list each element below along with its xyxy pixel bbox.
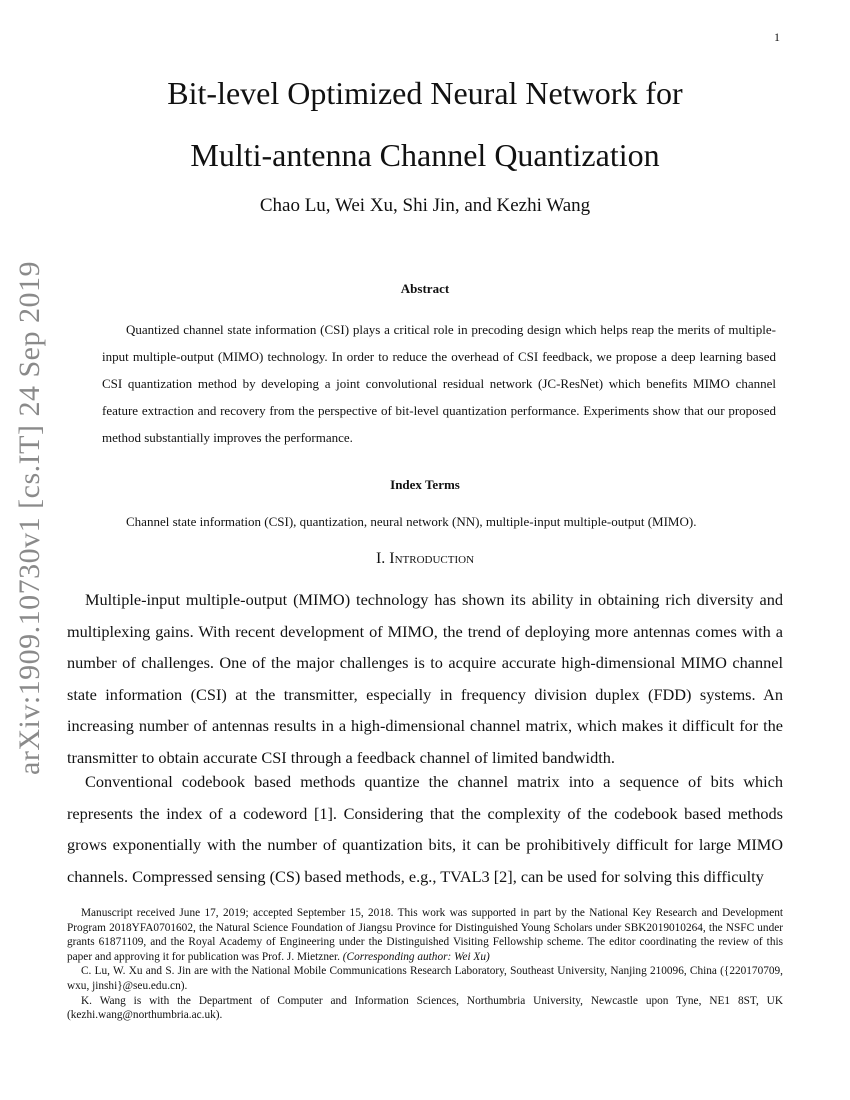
title-line-1: Bit-level Optimized Neural Network for — [167, 75, 683, 111]
section-numeral: I. — [375, 550, 386, 567]
footnote-manuscript — [67, 906, 783, 964]
index-terms-text: Channel state information (CSI), quantization, neural network (NN), multiple-input multiple-output (MIMO). — [126, 514, 697, 529]
arxiv-identifier: arXiv:1909.10730v1 [cs.IT] 24 Sep 2019 — [13, 261, 46, 775]
footnote-affiliation-1: C. Lu, W. Xu and S. Jin are with the National Mobile Communications Research Laboratory, Southeast University, Nanjing 210096, China ({220170709, wxu, jinshi}@seu.edu.cn). — [67, 965, 783, 992]
arxiv-stamp — [6, 261, 54, 775]
author-list: Chao Lu, Wei Xu, Shi Jin, and Kezhi Wang — [259, 195, 591, 216]
footnotes — [67, 906, 783, 1023]
section-title: Introduction — [389, 550, 475, 567]
paper-title — [0, 62, 850, 186]
abstract-heading: Abstract — [400, 281, 450, 296]
page-number: 1 — [774, 30, 780, 44]
abstract-text: Quantized channel state information (CSI) plays a critical role in precoding design which helps reap the merits of multiple-input multiple-output (MIMO) technology. In order to reduce the overhead of CSI feedback, we propose a deep learning based CSI quantization method by developing a joint convolutional residual network (JC-ResNet) which benefits MIMO channel feature extraction and recovery from the perspective of bit-level quantization performance. Experiments show that our proposed method substantially improves the performance. — [102, 322, 776, 445]
corresponding-author: (Corresponding author: Wei Xu) — [342, 950, 490, 963]
intro-paragraph-1: Multiple-input multiple-output (MIMO) technology has shown its ability in obtaining rich diversity and multiplexing gains. With recent development of MIMO, the trend of deploying more antennas comes with a number of challenges. One of the major challenges is to acquire accurate high-dimensional MIMO channel state information (CSI) at the transmitter, especially in frequency division duplex (FDD) systems. An increasing number of antennas results in a high-dimensional channel matrix, which makes it difficult for the transmitter to obtain accurate CSI through a feedback channel of limited bandwidth. — [67, 590, 783, 767]
footnote-manuscript-text: Manuscript received June 17, 2019; accepted September 15, 2018. This work was supported in part by the National Key Research and Development Program 2018YFA0701602, the Natural Science Foundation of Jiangsu Province for Distinguished Young Scholars under SBK2019010264, the NSFC under grants 61871109, and the Royal Academy of Engineering under the Distinguished Visiting Fellowship scheme. The editor coordinating the review of this paper and approving it for publication was Prof. J. Mietzner. — [67, 907, 783, 963]
footnote-affiliation-2: K. Wang is with the Department of Computer and Information Sciences, Northumbria University, Newcastle upon Tyne, NE1 8ST, UK (kezhi.wang@northumbria.ac.uk). — [67, 994, 783, 1022]
title-line-2: Multi-antenna Channel Quantization — [190, 137, 660, 173]
index-terms-heading: Index Terms — [390, 477, 460, 492]
section-heading-introduction — [0, 550, 850, 568]
intro-paragraph-2: Conventional codebook based methods quantize the channel matrix into a sequence of bits which represents the index of a codeword [1]. Considering that the complexity of the codebook based methods grows exponentially with the number of quantization bits, it can be prohibitively difficult for large MIMO channels. Compressed sensing (CS) based methods, e.g., TVAL3 [2], can be used for solving this difficulty — [67, 772, 783, 886]
